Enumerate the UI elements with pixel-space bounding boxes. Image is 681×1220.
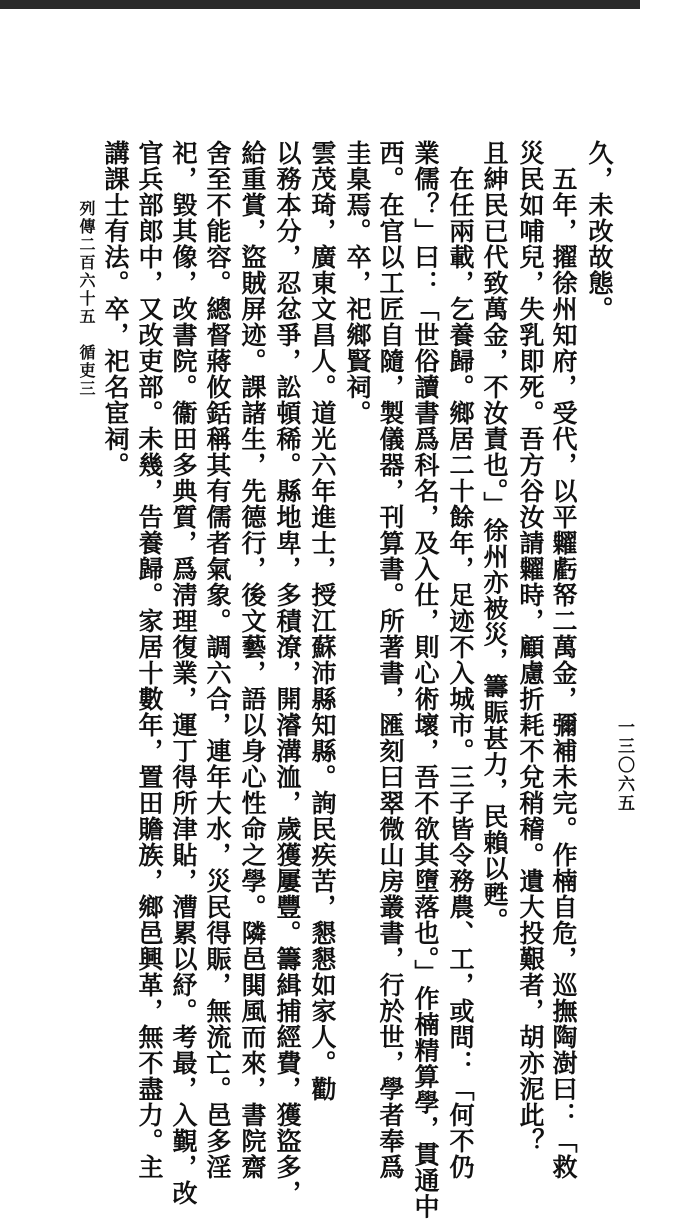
top-border-gap (640, 0, 681, 9)
text-column-3: 災民如哺兒，失乳即死。吾方谷汝請糶時，顧慮折耗不兌稍稽。遺大投艱者，胡亦泥此？ (516, 140, 545, 1154)
running-header: 列傳二百六十五 循吏三 (77, 200, 96, 398)
text-column-1: 久，未改故態。 (585, 140, 614, 322)
text-column-9: 雲茂琦，廣東文昌人。道光六年進士，授江蘇沛縣知縣。詢民疾苦，懇懇如家人。勸 (308, 140, 337, 1102)
text-column-2: 五年，擢徐州知府，受代，以平糶虧帑二萬金，彌補未完。作楠自危，巡撫陶澍曰：「救 (549, 140, 578, 1180)
top-border-line (0, 0, 681, 9)
page-number: 一三〇六五 (614, 718, 634, 813)
text-column-14: 官兵部郎中，又改吏部。未幾，告養歸。家居十數年，置田贍族，鄉邑興革，無不盡力。主 (135, 140, 164, 1180)
text-column-15: 講課士有法。卒，祀名宦祠。 (101, 140, 130, 478)
text-column-12: 舍至不能容。總督蔣攸銛稱其有儒者氣象。調六合，連年大水，災民得賑，無流亡。邑多淫 (203, 140, 232, 1180)
text-column-4: 且紳民已代致萬金，不汝責也。」徐州亦被災，籌賑甚力，民賴以甦。 (480, 140, 509, 934)
text-column-13: 祀，毀其像，改書院。衞田多典質，爲淸理復業，運丁得所津貼，漕累以紓。考最，入覲，改 (169, 140, 198, 1206)
text-column-8: 圭臬焉。卒，祀鄉賢祠。 (343, 140, 372, 426)
text-column-6: 業儒？」曰：「世俗讀書爲科名，及入仕，則心術壞，吾不欲其墮落也。」作楠精算學，貫通中 (411, 140, 440, 1220)
text-column-10: 以務本分，忍忿爭，訟頓稀。縣地卑，多積潦，開濬溝洫，歲獲屢豐。籌緝捕經費，獲盜多， (273, 140, 302, 1206)
text-column-5: 在任兩載，乞養歸。鄉居二十餘年，足迹不入城市。三子皆令務農、工，或問：「何不仍 (446, 140, 475, 1180)
text-column-11: 給重賞，盜賊屏迹。課諸生，先德行，後文藝，語以身心性命之學。隣邑閧風而來，書院齋 (238, 140, 267, 1180)
text-column-7: 西。在官以工匠自隨，製儀器，刊算書。所著書，匯刻曰翠微山房叢書，行於世，學者奉爲 (376, 140, 405, 1180)
